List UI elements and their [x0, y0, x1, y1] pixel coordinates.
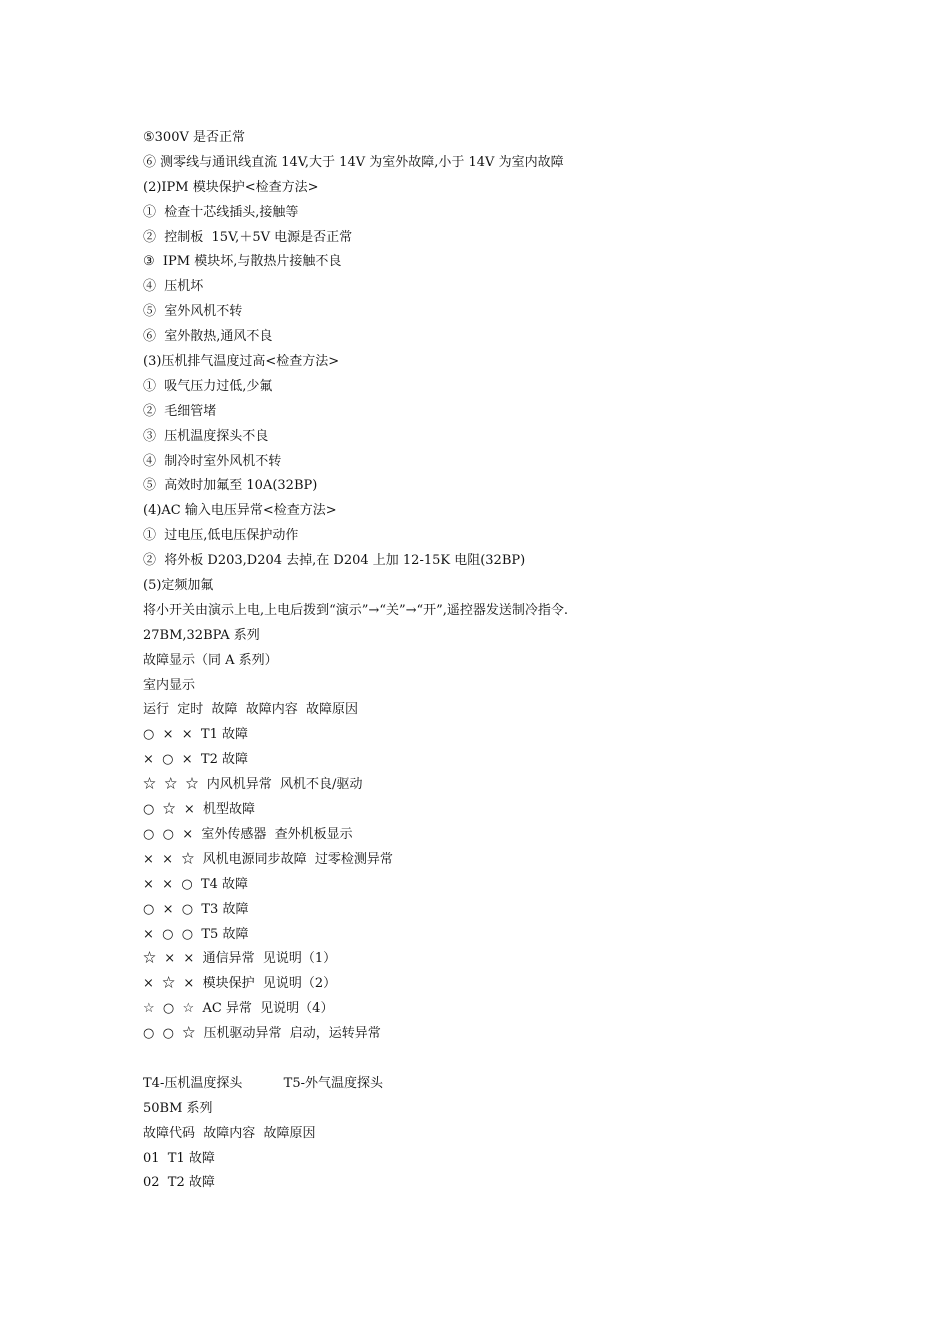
text-line: ④ 制冷时室外风机不转	[143, 453, 282, 469]
text-line: (4)AC 输入电压异常<检查方法>	[143, 503, 337, 519]
text-line: ☆ × × 通信异常 见说明（1）	[143, 951, 337, 967]
text-line: ○ ○ × 室外传感器 查外机板显示	[143, 826, 353, 842]
text-line: ☆ ○ ☆ AC 异常 见说明（4）	[143, 1001, 334, 1017]
document-block-fault-checks	[143, 126, 903, 1047]
blank-line	[143, 1047, 903, 1072]
text-line: 将小开关由演示上电,上电后拨到“演示”→“关”→“开”,遥控器发送制冷指令.	[143, 602, 569, 618]
text-line: ④ 压机坏	[143, 279, 204, 295]
text-line: (5)定频加氟	[143, 578, 214, 594]
text-line: ○ ○ ☆ 压机驱动异常 启动，运转异常	[143, 1026, 381, 1042]
text-line: ① 检查十芯线插头,接触等	[143, 204, 299, 220]
document-page	[143, 126, 903, 1196]
text-line: 01 T1 故障	[143, 1150, 215, 1166]
text-line: 运行 定时 故障 故障内容 故障原因	[143, 702, 359, 718]
text-line: 故障显示（同 A 系列）	[143, 652, 278, 668]
text-line: ① 过电压,低电压保护动作	[143, 528, 299, 544]
text-line: ⑤300V 是否正常	[143, 130, 245, 145]
text-line: ⑤ 室外风机不转	[143, 304, 243, 320]
document-block-probes	[143, 1072, 903, 1196]
text-line: ○ ☆ × 机型故障	[143, 802, 256, 818]
text-line: × × ○ T4 故障	[143, 876, 248, 892]
text-line: × ○ × T2 故障	[143, 752, 248, 768]
text-line: (3)压机排气温度过高<检查方法>	[143, 354, 340, 370]
text-line: ② 毛细管堵	[143, 403, 217, 419]
text-line: 02 T2 故障	[143, 1175, 215, 1191]
text-line: ② 将外板 D203,D204 去掉,在 D204 上加 12-15K 电阻(32BP)	[143, 553, 526, 569]
text-line: 50BM 系列	[143, 1100, 213, 1116]
text-line: ③ 压机温度探头不良	[143, 428, 269, 444]
text-line: ⑥ 测零线与通讯线直流 14V,大于 14V 为室外故障,小于 14V 为室内故障	[143, 154, 564, 170]
text-line: 27BM,32BPA 系列	[143, 627, 260, 643]
text-line: × ○ ○ T5 故障	[143, 926, 249, 942]
text-line: ② 控制板 15V,＋5V 电源是否正常	[143, 229, 353, 245]
text-line: × × ☆ 风机电源同步故障 过零检测异常	[143, 851, 393, 867]
text-line: ○ × ○ T3 故障	[143, 901, 249, 917]
text-line: ③ IPM 模块坏,与散热片接触不良	[143, 254, 342, 270]
text-line: ① 吸气压力过低,少氟	[143, 378, 273, 394]
text-line: × ☆ × 模块保护 见说明（2）	[143, 976, 337, 992]
text-line: 故障代码 故障内容 故障原因	[143, 1125, 316, 1141]
text-line: ○ × × T1 故障	[143, 727, 248, 743]
text-line: T4-压机温度探头 T5-外气温度探头	[143, 1075, 383, 1091]
text-line: (2)IPM 模块保护<检查方法>	[143, 179, 319, 195]
text-line: 室内显示	[143, 677, 196, 693]
text-line: ⑤ 高效时加氟至 10A(32BP)	[143, 478, 318, 494]
text-line: ⑥ 室外散热,通风不良	[143, 329, 273, 345]
text-line: ☆ ☆ ☆ 内风机异常 风机不良/驱动	[143, 777, 363, 793]
